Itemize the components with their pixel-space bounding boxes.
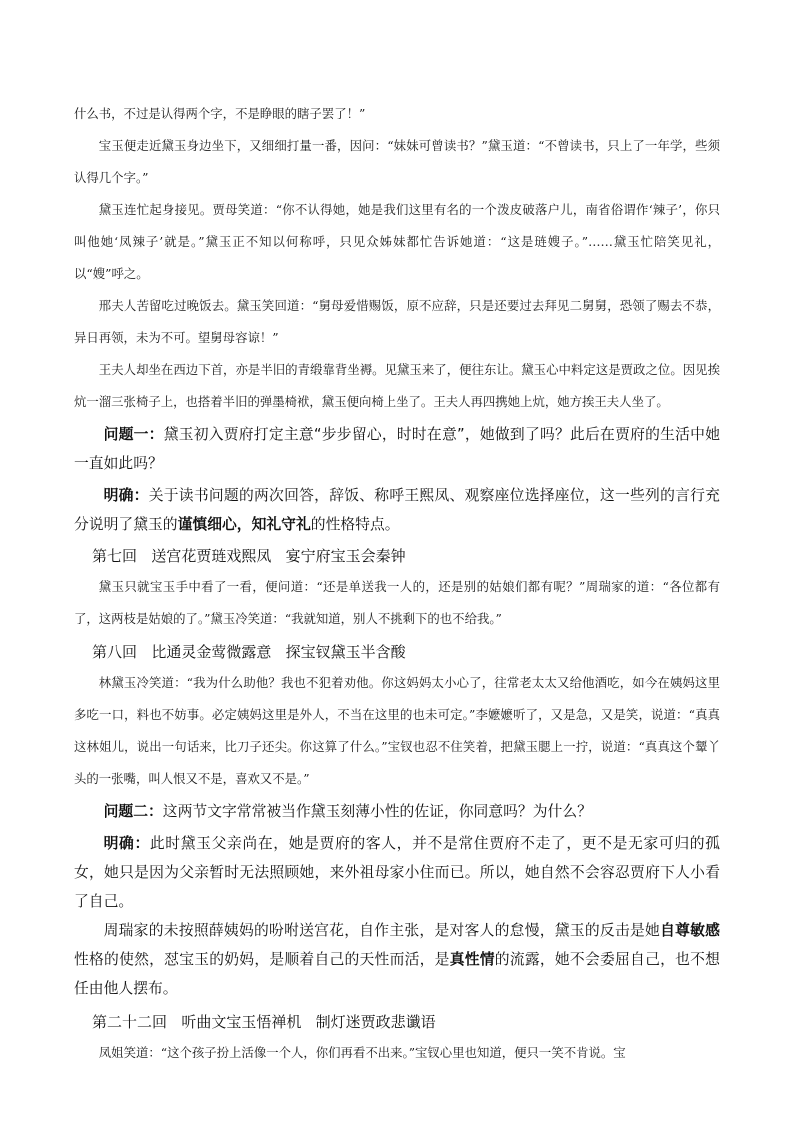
answer-text: 关于读书问题的两次回答，辞饭、称呼王熙凤、观察座位选择座位，这一些列的言行充分说明了黛玉的 (74, 487, 720, 533)
chapter-number: 第八回 (92, 643, 138, 661)
question-text: 黛玉初入贾府打定主意“步步留心，时时在意”，她做到了吗？此后在贾府的生活中她一直如此吗？ (74, 426, 720, 472)
analysis-paragraph (74, 916, 720, 1003)
chapter-heading-8 (74, 637, 720, 667)
answer-bold: 谨慎细心，知礼守礼 (177, 516, 311, 533)
paragraph: 什么书，不过是认得两个字，不是睁眼的瞎子罢了！” (74, 106, 366, 121)
answer-tail: 的性格特点。 (310, 516, 400, 533)
answer-1 (74, 481, 720, 539)
paragraph: 黛玉连忙起身接见。贾母笑道：“你不认得她，她是我们这里有名的一个泼皮破落户儿，南省俗谓作‘辣子’，你只叫他她‘凤辣子’就是。”黛玉正不知以何称呼，只见众姊妹都忙告诉她道：“这是琏嫂子。”……黛玉忙陪笑见礼，以“嫂”呼之。 (74, 202, 720, 281)
chapter-number: 第二十二回 (92, 1013, 168, 1031)
chapter-title-left: 听曲文宝玉悟禅机 (181, 1013, 302, 1031)
answer-text: 此时黛玉父亲尚在，她是贾府的客人，并不是常住贾府不走了，更不是无家可归的孤女，她只是因为父亲暂时无法照顾她，来外祖母家小住而已。所以，她自然不会容忍贾府下人小看了自己。 (74, 835, 720, 910)
paragraph: 王夫人却坐在西边下首，亦是半旧的青缎靠背坐褥。见黛玉来了，便往东让。黛玉心中料定这是贾政之位。因见挨炕一溜三张椅子上，也搭着半旧的弹墨椅袱，黛玉便向椅上坐了。王夫人再四携她上炕，她方挨王夫人坐了。 (74, 362, 720, 409)
paragraph: 凤姐笑道：“这个孩子扮上活像一个人，你们再看不出来。”宝钗心里也知道，便只一笑不肯说。宝 (98, 1045, 626, 1060)
paragraph: 邢夫人苦留吃过晚饭去。黛玉笑回道：“舅母爱惜赐饭，原不应辞，只是还要过去拜见二舅舅，恐领了赐去不恭，异日再领，未为不可。望舅母容谅！” (74, 298, 720, 345)
chapter-title-right: 宴宁府宝玉会秦钟 (285, 547, 406, 565)
paragraph: 宝玉便走近黛玉身边坐下，又细细打量一番，因问：“妹妹可曾读书？”黛玉道：“不曾读书，只上了一年学，些须认得几个字。” (74, 138, 720, 185)
analysis-text: 的流露，她不会委屈自己，也不想任由他人摆布。 (74, 951, 720, 997)
question-2 (74, 797, 720, 826)
chapter-heading-7 (74, 541, 720, 571)
answer-label: 明确： (103, 835, 150, 852)
answer-label: 明确： (103, 487, 149, 504)
chapter-number: 第七回 (92, 547, 138, 565)
chapter-heading-22 (74, 1007, 720, 1037)
paragraph: 黛玉只就宝玉手中看了一看，便问道：“还是单送我一人的，还是别的姑娘们都有呢？”周瑞家的道：“各位都有了，这两枝是姑娘的了。”黛玉冷笑道：“我就知道，别人不挑剩下的也不给我。” (74, 579, 720, 626)
chapter-title-right: 制灯迷贾政悲谶语 (315, 1013, 436, 1031)
analysis-bold: 自尊敏感 (660, 922, 720, 939)
analysis-bold: 真性情 (449, 951, 495, 968)
analysis-text: 性格的使然，怼宝玉的奶妈，是顺着自己的天性而活，是 (74, 951, 450, 968)
answer-2 (74, 829, 720, 916)
chapter-title-left: 比通灵金莺微露意 (151, 643, 272, 661)
chapter-title-left: 送宫花贾琏戏熙凤 (151, 547, 272, 565)
question-1 (74, 420, 720, 478)
analysis-text: 周瑞家的未按照薛姨妈的吩咐送宫花，自作主张，是对客人的怠慢，黛玉的反击是她 (103, 922, 661, 939)
paragraph: 林黛玉冷笑道：“我为什么助他？我也不犯着劝他。你这妈妈太小心了，往常老太太又给他酒吃，如今在姨妈这里多吃一口，料也不妨事。必定姨妈这里是外人，不当在这里的也未可定。”李嬷嬷听了，又是急，又是笑，说道：“真真这林姐儿，说出一句话来，比刀子还尖。你这算了什么。”宝钗也忍不住笑着，把黛玉腮上一拧，说道：“真真这个颦丫头的一张嘴，叫人恨又不是，喜欢又不是。” (74, 675, 720, 786)
question-text: 这两节文字常常被当作黛玉刻薄小性的佐证，你同意吗？为什么？ (162, 803, 592, 820)
question-label: 问题一： (103, 426, 164, 443)
question-label: 问题二： (103, 803, 163, 820)
chapter-title-right: 探宝钗黛玉半含酸 (285, 643, 406, 661)
